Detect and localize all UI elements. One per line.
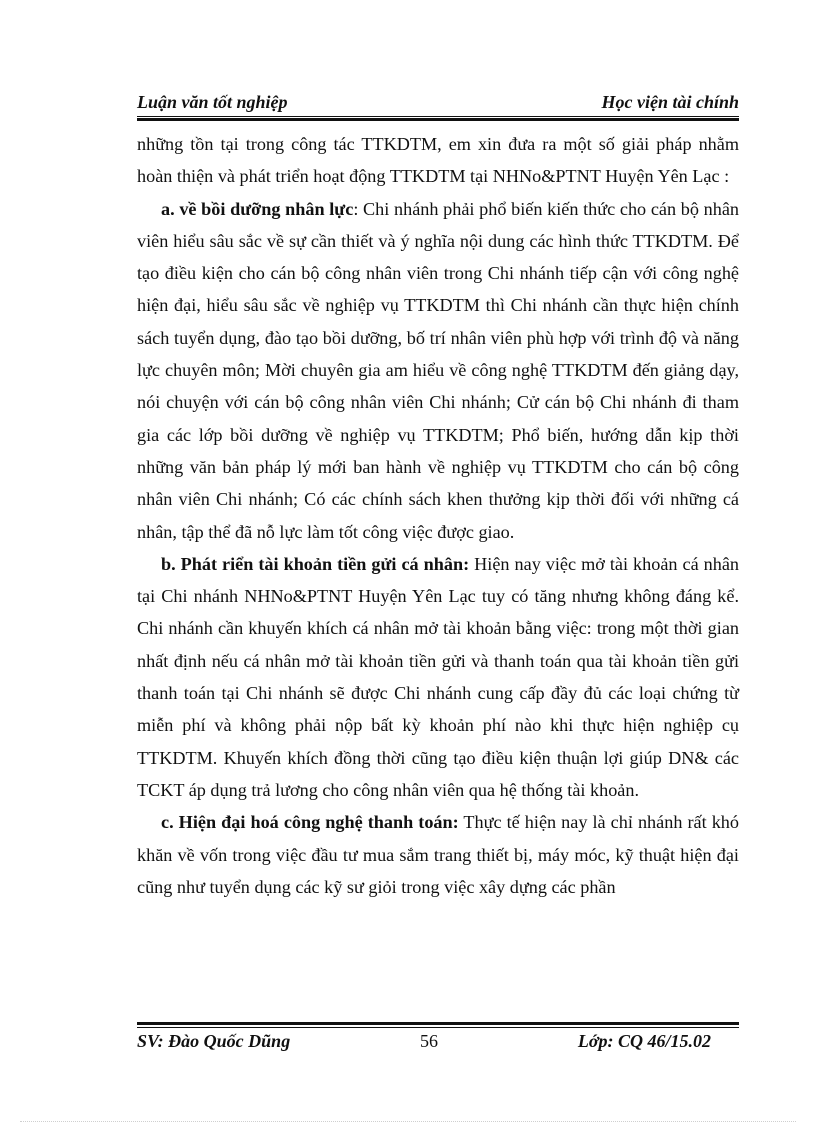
paragraph-intro: những tồn tại trong công tác TTKDTM, em xin đưa ra một số giải pháp nhằm hoàn thiện và phát triển hoạt động TTKDTM tại NHNo&PTNT Huyện Yên Lạc : xyxy=(137,134,739,187)
text-a: : Chi nhánh phải phổ biến kiến thức cho cán bộ nhân viên hiểu sâu sắc về sự cần thiết và ý nghĩa nội dung các hình thức TTKDTM. Để tạo điều kiện cho cán bộ công nhân viên trong Chi nhánh tiếp cận với công nghệ hiện đại, hiểu sâu sắc về nghiệp vụ TTKDTM thì Chi nhánh cần thực hiện chính sách tuyển dụng, đào tạo bồi dưỡng, bố trí nhân viên phù hợp với trình độ và năng lực chuyên môn; Mời chuyên gia am hiểu về công nghệ TTKDTM đến giảng dạy, nói chuyện với cán bộ công nhân viên Chi nhánh; Cử cán bộ Chi nhánh đi tham gia các lớp bồi dưỡng về nghiệp vụ TTKDTM; Phổ biến, hướng dẫn kịp thời những văn bản pháp lý mới ban hành về nghiệp vụ TTKDTM cho cán bộ công nhân viên Chi nhánh; Có các chính sách khen thưởng kịp thời đối với những cá nhân, tập thể đã nỗ lực làm tốt công việc được giao. xyxy=(137,198,740,542)
header-rule-thick xyxy=(137,118,739,121)
footer-rule-thin xyxy=(137,1027,739,1028)
page-footer xyxy=(137,1031,739,1055)
page-header xyxy=(137,92,739,116)
header-rule-thin xyxy=(137,116,739,117)
text-c: Thực tế hiện nay là chỉ nhánh rất khó khăn về vốn trong việc đầu tư mua sắm trang thiết bị, máy móc, kỹ thuật hiện đại cũng như tuyển dụng các kỹ sư giỏi trong việc xây dựng các phần xyxy=(137,812,739,897)
document-body xyxy=(137,128,739,903)
paragraph-b xyxy=(137,548,739,806)
header-institution: Học viện tài chính xyxy=(601,92,739,112)
footer-student-name: SV: Đào Quốc Dũng xyxy=(137,1031,291,1051)
text-b: Hiện nay việc mở tài khoản cá nhân tại Chi nhánh NHNo&PTNT Huyện Yên Lạc tuy có tăng nhưng không đáng kể. Chi nhánh cần khuyến khích cá nhân mở tài khoản bằng việc: trong một thời gian nhất định nếu cá nhân mở tài khoản tiền gửi và thanh toán qua tài khoản tiền gửi thanh toán tại Chi nhánh sẽ được Chi nhánh cung cấp đầy đủ các loại chứng từ miễn phí và không phải nộp bất kỳ khoản phí nào khi thực hiện nghiệp cụ TTKDTM. Khuyến khích đồng thời cũng tạo điều kiện thuận lợi giúp DN& các TCKT áp dụng trả lương cho công nhân viên qua hệ thống tài khoản. xyxy=(137,553,739,800)
page-edge-divider xyxy=(20,1121,796,1122)
page-number: 56 xyxy=(420,1031,438,1051)
heading-c: c. Hiện đại hoá công nghệ thanh toán: xyxy=(161,812,459,833)
paragraph-a xyxy=(137,193,739,548)
footer-rule-thick xyxy=(137,1022,739,1025)
heading-b: b. Phát riển tài khoản tiền gửi cá nhân: xyxy=(161,553,470,574)
paragraph-c xyxy=(137,806,739,903)
header-thesis-title: Luận văn tốt nghiệp xyxy=(137,92,288,112)
heading-a: a. về bồi dưỡng nhân lực xyxy=(161,198,354,219)
footer-class: Lớp: CQ 46/15.02 xyxy=(577,1031,711,1051)
